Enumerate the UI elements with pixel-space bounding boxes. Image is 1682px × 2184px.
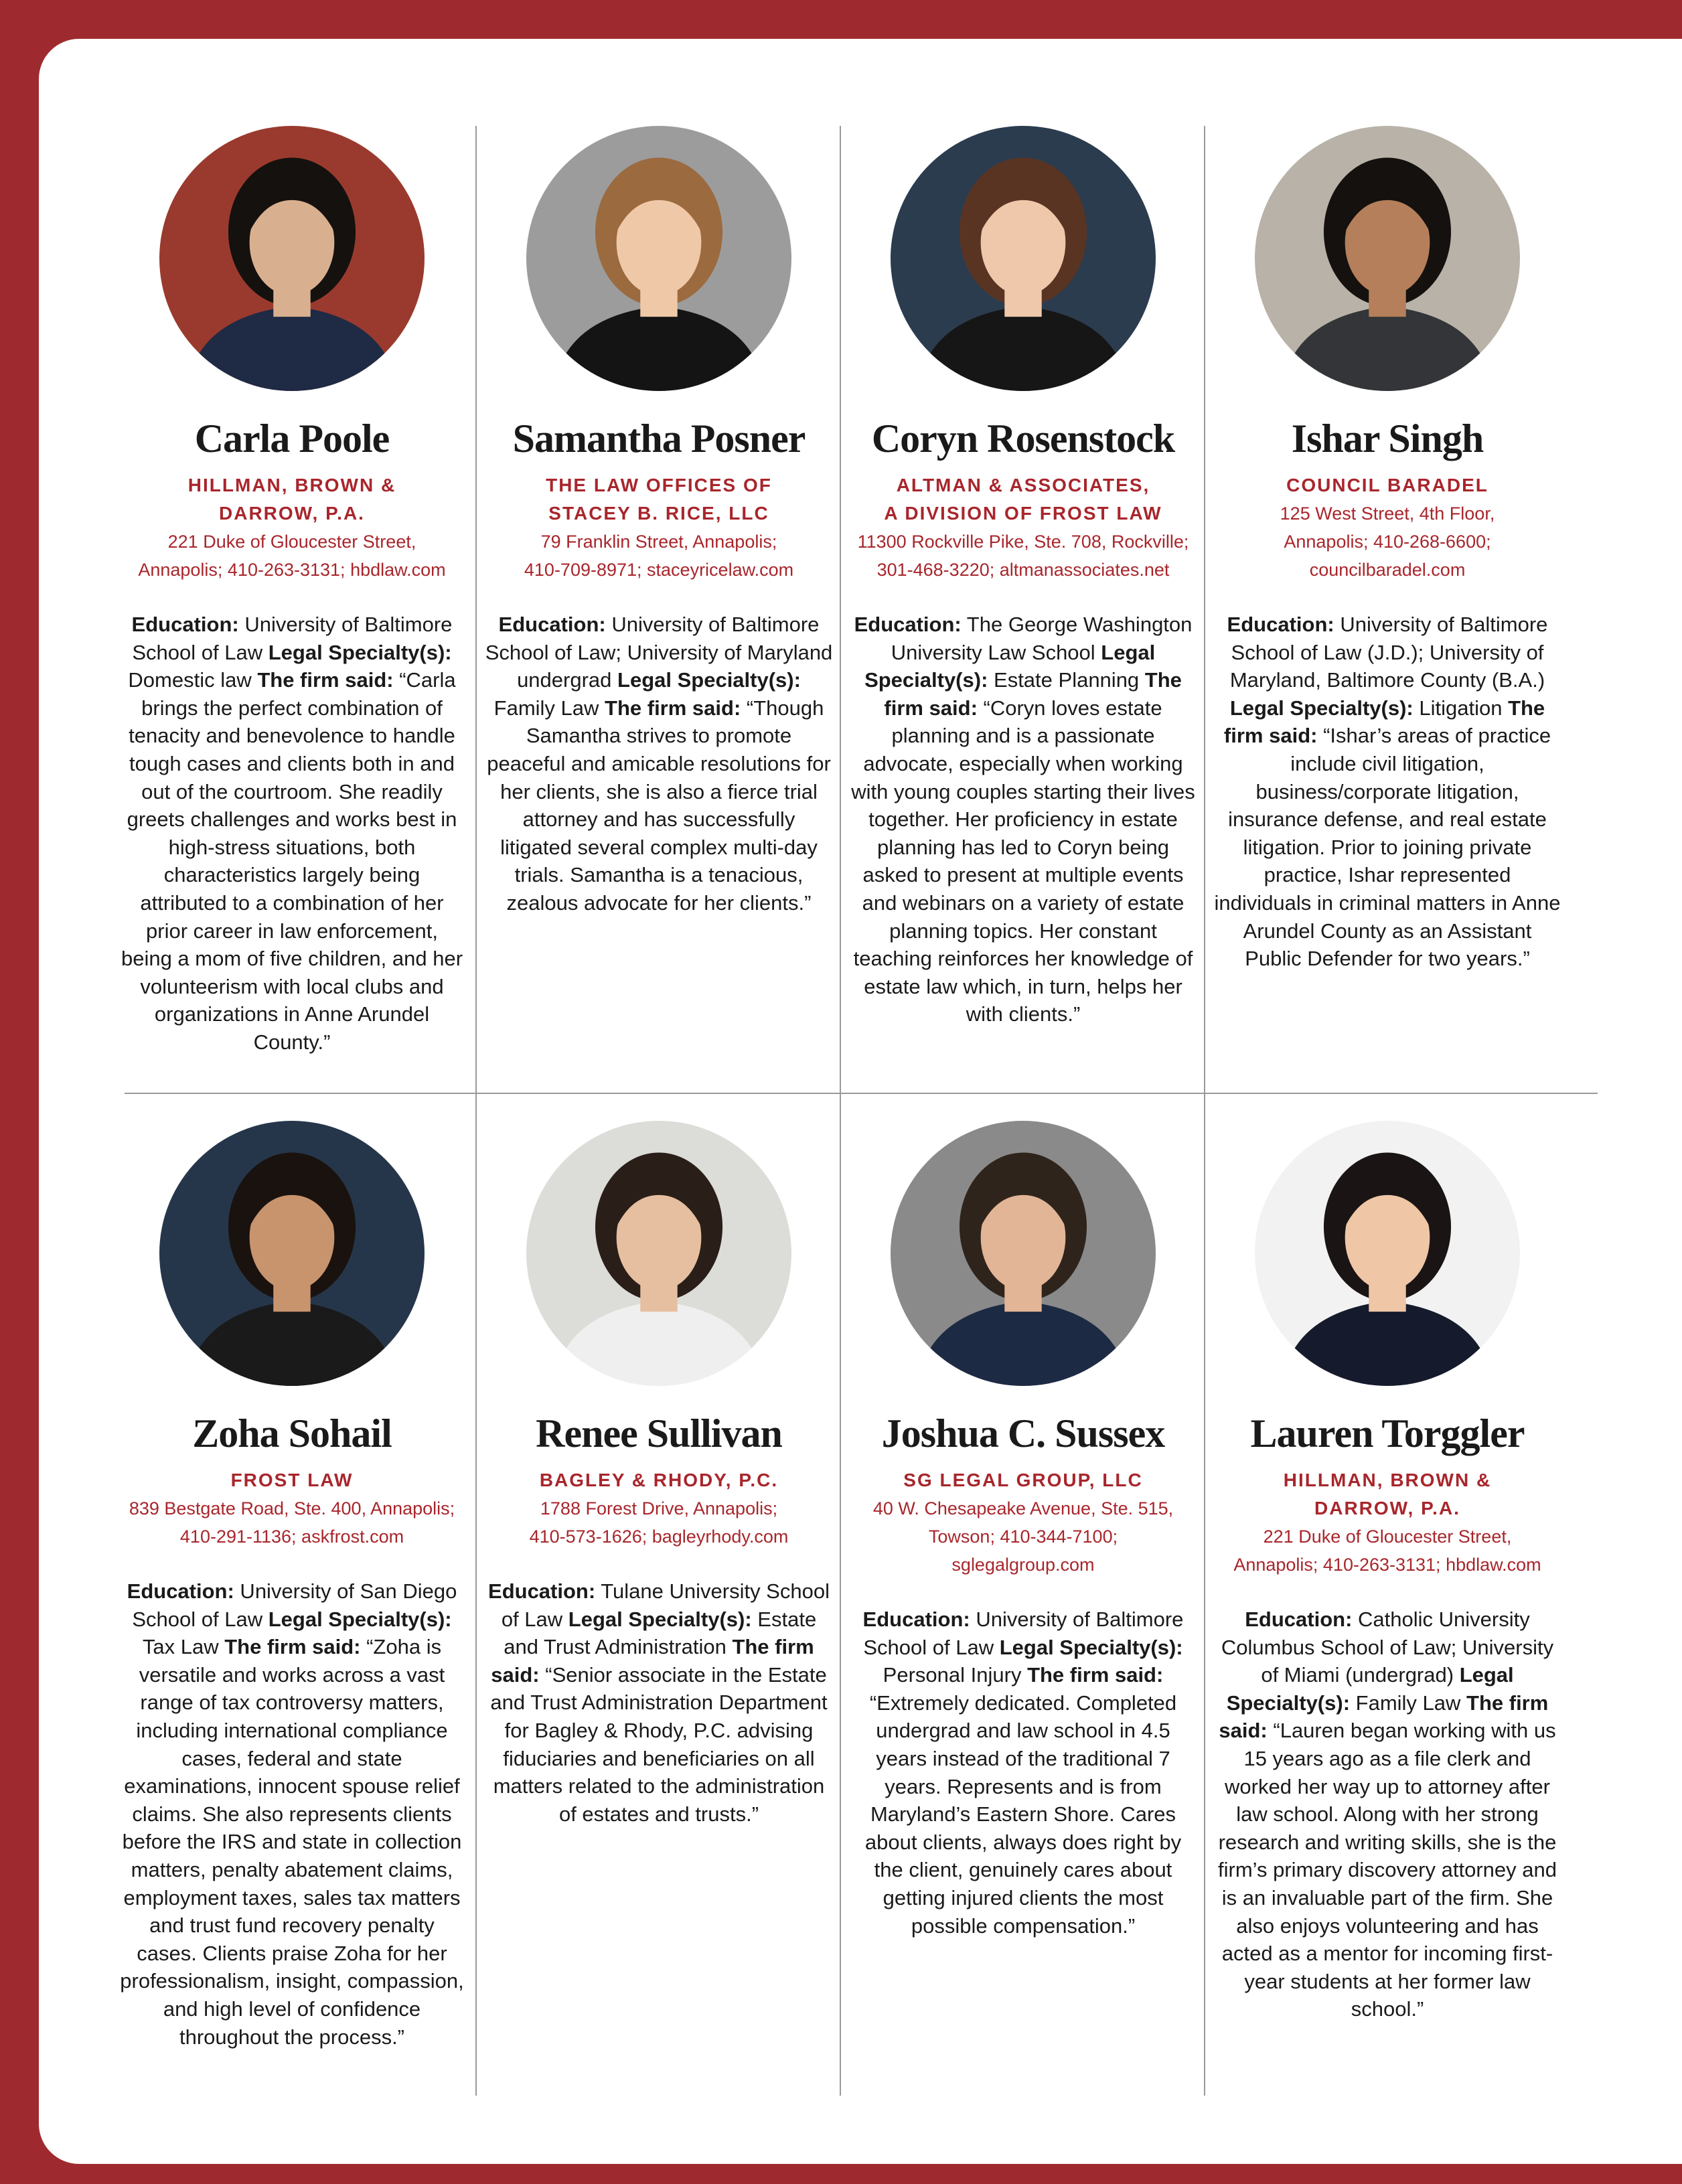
- firm-said-label: The firm said:: [605, 696, 741, 720]
- specialty-label: Legal Specialty(s):: [568, 1607, 752, 1631]
- specialty-label: Legal Specialty(s):: [268, 640, 452, 664]
- column-divider: [1204, 1094, 1205, 2096]
- firm-name: [485, 1466, 833, 1494]
- profile-card: [1213, 1121, 1561, 2023]
- profile-card: [849, 126, 1197, 1028]
- specialty-text: Tax Law: [142, 1635, 225, 1659]
- column-divider: [475, 1094, 477, 2096]
- row-divider: [125, 1093, 1598, 1094]
- address-line: sglegalgroup.com: [951, 1555, 1095, 1575]
- address-line: Annapolis; 410-263-3131; hbdlaw.com: [1233, 1555, 1541, 1575]
- firm-name-line: HILLMAN, BROWN &: [187, 475, 396, 495]
- specialty-text: Family Law: [493, 696, 605, 720]
- headshot-photo: [1255, 126, 1520, 391]
- specialty-text: Litigation: [1413, 696, 1509, 720]
- address-line: 40 W. Chesapeake Avenue, Ste. 515,: [872, 1498, 1174, 1518]
- education-text: Catholic University Columbus School of Law; University of Miami (undergrad): [1221, 1608, 1554, 1687]
- address-line: 11300 Rockville Pike, Ste. 708, Rockville;: [857, 532, 1189, 552]
- attorney-bio: [118, 611, 466, 1057]
- headshot-photo: [526, 1121, 791, 1386]
- specialty-label: Legal Specialty(s):: [1226, 1663, 1514, 1715]
- firm-name-line: SG LEGAL GROUP, LLC: [903, 1470, 1143, 1490]
- specialty-label: Legal Specialty(s):: [1229, 696, 1413, 720]
- specialty-text: Personal Injury: [883, 1663, 1028, 1687]
- address-line: 125 West Street, 4th Floor,: [1280, 503, 1495, 524]
- firm-address: [849, 1494, 1197, 1579]
- attorney-name: Lauren Torggler: [1250, 1411, 1525, 1456]
- firm-said-label: The firm said:: [224, 1635, 361, 1659]
- education-label: Education:: [854, 613, 962, 636]
- firm-said-text: “Ishar’s areas of practice include civil litigation, business/corporate litigation, insurance defense, and real estate litigation. Prior to joining private practice, Ishar represented individuals in criminal matters in Anne Arundel County as an Assistant Public Defender for two years.”: [1214, 724, 1561, 971]
- firm-name-line: STACEY B. RICE, LLC: [548, 503, 769, 524]
- firm-name: [118, 471, 466, 528]
- address-line: 301-468-3220; altmanassociates.net: [876, 560, 1170, 580]
- specialty-label: Legal Specialty(s):: [268, 1607, 452, 1631]
- profile-card: [1213, 126, 1561, 973]
- specialty-label: Legal Specialty(s):: [617, 668, 801, 692]
- firm-name-line: DARROW, P.A.: [219, 503, 365, 524]
- firm-name-line: A DIVISION OF FROST LAW: [884, 503, 1162, 524]
- profile-page: [39, 39, 1682, 2164]
- attorney-name: Samantha Posner: [512, 416, 806, 461]
- education-text: University of Baltimore School of Law: [863, 1608, 1184, 1659]
- firm-said-label: The firm said:: [884, 668, 1182, 720]
- specialty-text: Family Law: [1350, 1691, 1467, 1715]
- firm-name: [1213, 471, 1561, 499]
- profile-card: [118, 126, 466, 1057]
- firm-name-line: BAGLEY & RHODY, P.C.: [539, 1470, 779, 1490]
- firm-said-label: The firm said:: [1223, 696, 1545, 748]
- attorney-bio: [118, 1577, 466, 2051]
- specialty-text: Estate Planning: [988, 668, 1145, 692]
- column-divider: [475, 126, 477, 1093]
- attorney-bio: [849, 1606, 1197, 1940]
- firm-said-label: The firm said:: [257, 668, 394, 692]
- education-label: Education:: [1245, 1608, 1353, 1631]
- attorney-name: Joshua C. Sussex: [881, 1411, 1165, 1456]
- firm-said-text: “Carla brings the perfect combination of tenacity and benevolence to handle tough cases and clients both in and out of the courtroom. She readily greets challenges and works best in high-stress situations, both characteristics largely being attributed to a combination of her prior career in law enforcement, being a mom of five children, and her volunteerism with local clubs and organizations in Anne Arundel County.”: [121, 668, 463, 1054]
- headshot-photo: [1255, 1121, 1520, 1386]
- education-label: Education:: [498, 613, 606, 636]
- education-text: University of San Diego School of Law: [132, 1579, 457, 1631]
- specialty-text: Estate and Trust Administration: [504, 1607, 817, 1659]
- education-text: University of Baltimore School of Law: [132, 613, 453, 664]
- firm-said-label: The firm said:: [1027, 1663, 1164, 1687]
- firm-address: [1213, 499, 1561, 584]
- education-label: Education:: [862, 1608, 970, 1631]
- firm-said-text: “Zoha is versatile and works across a vast range of tax controversy matters, including international compliance cases, federal and state examinations, innocent spouse relief claims. She also represents clients before the IRS and state in collection matters, penalty abatement claims, employment taxes, sales tax matters and trust fund recovery penalty cases. Clients praise Zoha for her professionalism, insight, compassion, and high level of confidence throughout the process.”: [120, 1635, 464, 2049]
- profile-card: [849, 1121, 1197, 1940]
- firm-name-line: THE LAW OFFICES OF: [546, 475, 772, 495]
- attorney-name: Carla Poole: [194, 416, 390, 461]
- address-line: 410-709-8971; staceyricelaw.com: [524, 560, 794, 580]
- firm-said-text: “Though Samantha strives to promote peaceful and amicable resolutions for her clients, she is also a fierce trial attorney and has successfully litigated several complex multi-day trials. Samantha is a tenacious, zealous advocate for her clients.”: [487, 696, 831, 915]
- address-line: 221 Duke of Gloucester Street,: [1263, 1527, 1512, 1547]
- address-line: councilbaradel.com: [1309, 560, 1466, 580]
- address-line: 79 Franklin Street, Annapolis;: [540, 532, 777, 552]
- address-line: 1788 Forest Drive, Annapolis;: [540, 1498, 778, 1518]
- firm-name-line: ALTMAN & ASSOCIATES,: [896, 475, 1150, 495]
- headshot-photo: [526, 126, 791, 391]
- column-divider: [840, 126, 841, 1093]
- firm-said-label: The firm said:: [1219, 1691, 1549, 1743]
- firm-name-line: COUNCIL BARADEL: [1286, 475, 1488, 495]
- firm-address: [485, 528, 833, 584]
- firm-said-label: The firm said:: [491, 1635, 814, 1687]
- headshot-photo: [159, 126, 425, 391]
- address-line: 221 Duke of Gloucester Street,: [167, 532, 416, 552]
- specialty-label: Legal Specialty(s):: [864, 640, 1156, 692]
- firm-said-text: “Senior associate in the Estate and Trust Administration Department for Bagley & Rhody, P.C. advising fiduciaries and beneficiaries on all matters related to the administration of estates and trusts.”: [490, 1662, 828, 1826]
- firm-address: [485, 1494, 833, 1551]
- attorney-bio: [485, 611, 833, 917]
- firm-name: [1213, 1466, 1561, 1523]
- profile-card: [485, 126, 833, 917]
- firm-address: [118, 528, 466, 584]
- headshot-photo: [159, 1121, 425, 1386]
- firm-name-line: DARROW, P.A.: [1314, 1498, 1460, 1518]
- firm-name: [849, 471, 1197, 528]
- profile-card: [118, 1121, 466, 2051]
- address-line: Annapolis; 410-263-3131; hbdlaw.com: [138, 560, 446, 580]
- firm-name: [485, 471, 833, 528]
- firm-said-text: “Extremely dedicated. Completed undergrad and law school in 4.5 years instead of the traditional 7 years. Represents and is from Maryland’s Eastern Shore. Cares about clients, always does right by the client, genuinely cares about getting injured clients the most possible compensation.”: [864, 1691, 1182, 1938]
- education-label: Education:: [488, 1579, 596, 1603]
- firm-name: [118, 1466, 466, 1494]
- firm-name: [849, 1466, 1197, 1494]
- education-label: Education:: [131, 613, 239, 636]
- education-text: University of Baltimore School of Law (J.D.); University of Maryland, Baltimore County (B.A.): [1229, 613, 1548, 692]
- firm-name-line: HILLMAN, BROWN &: [1283, 1470, 1492, 1490]
- headshot-photo: [891, 1121, 1156, 1386]
- attorney-bio: [1213, 1606, 1561, 2023]
- firm-said-text: “Lauren began working with us 15 years ago as a file clerk and worked her way up to attorney after law school. Along with her strong research and writing skills, she is the firm’s primary discovery attorney and is an invaluable part of the firm. She also enjoys volunteering and has acted as a mentor for incoming first-year students at her former law school.”: [1218, 1719, 1557, 2021]
- attorney-name: Ishar Singh: [1291, 416, 1484, 461]
- address-line: 839 Bestgate Road, Ste. 400, Annapolis;: [129, 1498, 455, 1518]
- firm-address: [118, 1494, 466, 1551]
- specialty-label: Legal Specialty(s):: [999, 1635, 1183, 1659]
- column-divider: [840, 1094, 841, 2096]
- attorney-name: Renee Sullivan: [536, 1411, 782, 1456]
- education-text: Tulane University School of Law: [501, 1579, 830, 1631]
- profile-card: [485, 1121, 833, 1828]
- headshot-photo: [891, 126, 1156, 391]
- attorney-name: Zoha Sohail: [192, 1411, 392, 1456]
- firm-address: [1213, 1523, 1561, 1579]
- attorney-bio: [849, 611, 1197, 1028]
- education-label: Education:: [1227, 613, 1334, 636]
- firm-address: [849, 528, 1197, 584]
- education-text: University of Baltimore School of Law; University of Maryland undergrad: [485, 613, 833, 692]
- education-label: Education:: [127, 1579, 234, 1603]
- column-divider: [1204, 126, 1205, 1093]
- address-line: 410-573-1626; bagleyrhody.com: [529, 1527, 789, 1547]
- firm-said-text: “Coryn loves estate planning and is a passionate advocate, especially when working with young couples starting their lives together. Her proficiency in estate planning has led to Coryn being asked to present at multiple events and webinars on a variety of estate planning topics. Her constant teaching reinforces her knowledge of estate law which, in turn, helps her with clients.”: [851, 696, 1195, 1026]
- attorney-bio: [1213, 611, 1561, 973]
- address-line: 410-291-1136; askfrost.com: [179, 1527, 404, 1547]
- firm-name-line: FROST LAW: [230, 1470, 354, 1490]
- attorney-name: Coryn Rosenstock: [871, 416, 1175, 461]
- specialty-text: Domestic law: [128, 668, 258, 692]
- education-text: The George Washington University Law School: [891, 613, 1193, 664]
- attorney-bio: [485, 1577, 833, 1828]
- address-line: Annapolis; 410-268-6600;: [1284, 532, 1491, 552]
- address-line: Towson; 410-344-7100;: [928, 1527, 1118, 1547]
